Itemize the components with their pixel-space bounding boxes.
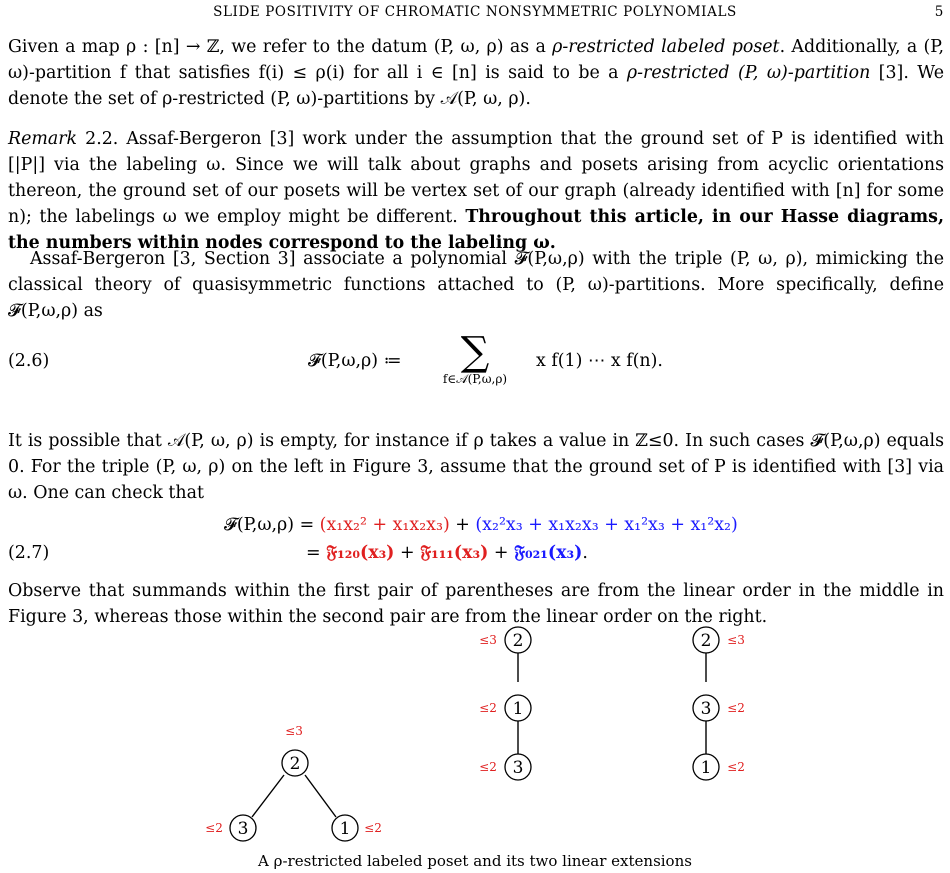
- node-label: 3: [700, 699, 712, 719]
- slide-term-021: 𝔉₀₂₁(x₃): [514, 543, 583, 563]
- restriction-bound: ≤3: [479, 633, 497, 647]
- paragraph-empty-case: It is possible that 𝒜(P, ω, ρ) is empty, for instance if ρ takes a value in ℤ≤0. In such cases 𝓕(P,ω,ρ) equals 0. For the triple (P, ω, ρ) on the left in Figure 3, assume that the ground set of P is identified with [3] via ω. One can check that: [8, 431, 944, 504]
- node-label: 1: [339, 819, 351, 839]
- remark-bold-statement: Throughout this article, in our Hasse diagrams, the numbers within nodes correspond to the labeling ω.: [8, 207, 944, 254]
- equation-number: (2.6): [8, 351, 50, 371]
- node-label: 3: [512, 758, 524, 778]
- summation: [420, 329, 530, 388]
- remark-2-2: Remark 2.2. Assaf-Bergeron [3] work under the assumption that the ground set of P is identified with [|P|] via the labeling ω. Since we will talk about graphs and posets arising from acyclic orientations thereon, the ground set of our posets will be vertex set of our graph (already identified with [n] for some n); the labelings ω we employ might be different. Throughout this article, in our Hasse diagrams, the numbers within nodes correspond to the labeling ω.: [8, 129, 944, 254]
- restriction-bound: ≤2: [479, 701, 497, 715]
- restriction-bound: ≤2: [727, 760, 745, 774]
- middle-linear-order: [479, 627, 531, 780]
- node-label: 3: [237, 819, 249, 839]
- slide-term-111: 𝔉₁₁₁(x₃): [420, 543, 489, 563]
- node-label: 1: [700, 758, 712, 778]
- right-linear-order: [693, 627, 745, 780]
- paragraph-polynomial-definition: Assaf-Bergeron [3, Section 3] associate a polynomial 𝓕(P,ω,ρ) with the triple (P, ω, ρ), mimicking the classical theory of quasisymmetric functions attached to (P, ω)-partitions. More specifically, define 𝓕(P,ω,ρ) as: [8, 249, 944, 322]
- equation-lhs: 𝓕(P,ω,ρ) ≔: [308, 351, 402, 371]
- red-summands: (x₁x₂² + x₁x₂x₃): [319, 515, 450, 535]
- edge: [305, 775, 336, 817]
- node-label: 1: [512, 699, 524, 719]
- blue-summands: (x₂²x₃ + x₁x₂x₃ + x₁²x₃ + x₁²x₂): [475, 515, 738, 535]
- page-number: 5: [934, 4, 944, 20]
- restriction-bound: ≤2: [727, 701, 745, 715]
- term-restricted-labeled-poset: ρ-restricted labeled poset: [552, 37, 780, 57]
- equation-summand: x f(1) ⋯ x f(n).: [536, 351, 663, 371]
- sum-symbol: ∑: [460, 329, 490, 375]
- restriction-bound: ≤2: [205, 821, 223, 835]
- paragraph-observation: Observe that summands within the first pair of parentheses are from the linear order in the middle in Figure 3, whereas those within the second pair are from the linear order on the right.: [8, 581, 944, 628]
- equation-line-1: 𝓕(P,ω,ρ) = (x₁x₂² + x₁x₂x₃) + (x₂²x₃ + x₁x₂x₃ + x₁²x₃ + x₁²x₂): [224, 515, 738, 535]
- equation-2-7: [8, 512, 944, 572]
- restriction-bound: ≤2: [479, 760, 497, 774]
- edge: [252, 775, 284, 817]
- equation-number: (2.7): [8, 543, 50, 563]
- running-title: SLIDE POSITIVITY OF CHROMATIC NONSYMMETRIC POLYNOMIALS: [213, 4, 737, 20]
- running-header: [0, 2, 950, 24]
- node-label: 2: [512, 631, 524, 651]
- remark-label: Remark: [8, 129, 78, 149]
- slide-term-120: 𝔉₁₂₀(x₃): [326, 543, 395, 563]
- restriction-bound: ≤2: [364, 821, 382, 835]
- left-poset: [205, 724, 382, 841]
- paragraph-restricted-poset: Given a map ρ : [n] → ℤ, we refer to the datum (P, ω, ρ) as a ρ-restricted labeled poset. Additionally, a (P, ω)-partition f that satisfies f(i) ≤ ρ(i) for all i ∈ [n] is said to be a ρ-restricted (P, ω)-partition [3]. We denote the set of ρ-restricted (P, ω)-partitions by 𝒜(P, ω, ρ).: [8, 37, 945, 110]
- figure-caption: A ρ-restricted labeled poset and its two linear extensions: [258, 852, 692, 870]
- term-restricted-partition: ρ-restricted (P, ω)-partition: [626, 63, 871, 84]
- figure-3: [0, 620, 950, 850]
- restriction-bound: ≤3: [285, 724, 303, 738]
- sum-index: f∈𝒜(P,ω,ρ): [442, 372, 508, 386]
- node-label: 2: [289, 754, 301, 774]
- equation-line-2: = 𝔉₁₂₀(x₃) + 𝔉₁₁₁(x₃) + 𝔉₀₂₁(x₃).: [306, 543, 588, 563]
- equation-2-6: [8, 329, 944, 412]
- node-label: 2: [700, 631, 712, 651]
- restriction-bound: ≤3: [727, 633, 745, 647]
